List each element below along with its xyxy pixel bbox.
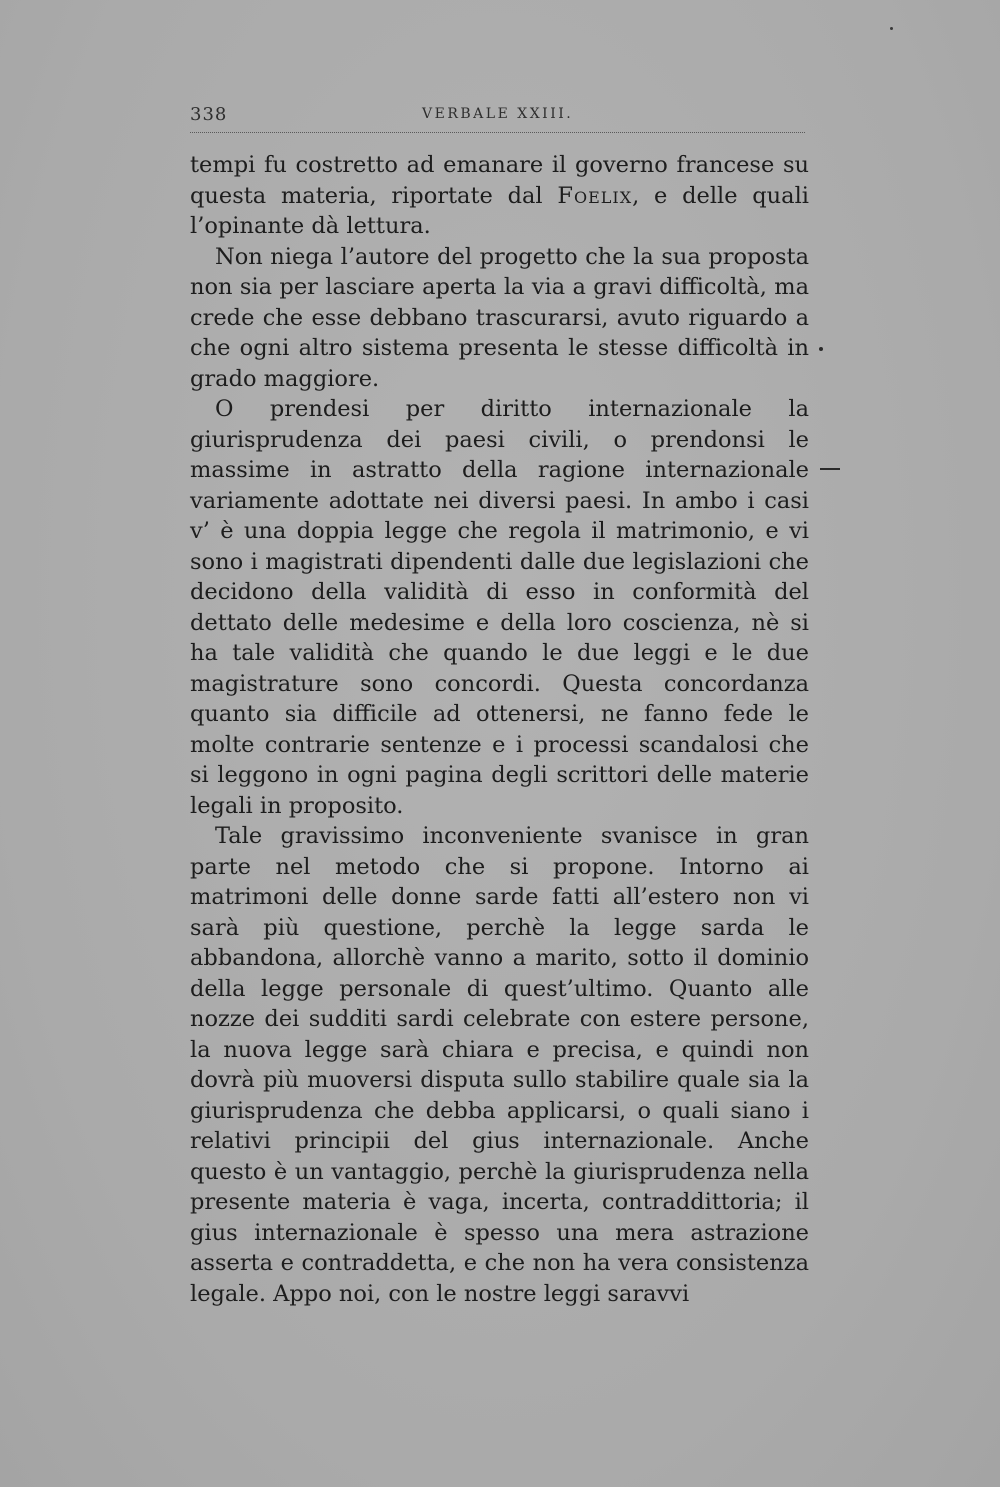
paragraph-2: Non niega l’autore del progetto che la sua proposta non sia per lasciare aperta la via a gravi difficoltà, ma crede che esse debbano trascurarsi, avuto riguardo a che ogni altro sistema presenta le stesse difficoltà in grado maggiore. — [190, 243, 809, 392]
margin-dash-mark — [820, 468, 840, 470]
running-head — [190, 96, 805, 133]
paragraph-1-text-a: tempi fu costretto ad emanare il governo francese su questa materia, riportate dal — [190, 152, 809, 209]
page-number: 338 — [190, 104, 228, 125]
section-title: VERBALE XXIII. — [422, 106, 574, 122]
paragraph-1 — [190, 150, 809, 242]
margin-dot-mark — [890, 27, 893, 30]
body-text — [190, 150, 809, 1309]
paragraph-3: O prendesi per diritto internazionale la giurisprudenza dei paesi civili, o prendonsi le massime in astratto della ragione internazionale variamente adottate nei diversi paesi. In ambo i casi v’ è una doppia legge che regola il matrimonio, e vi sono i magistrati dipendenti dalle due legislazioni che decidono della validità di esso in conformità del dettato delle medesime e della loro coscienza, nè si ha tale validità che quando le due leggi e le due magistrature sono concordi. Questa concordanza quanto sia difficile ad ottenersi, ne fanno fede le molte contrarie sentenze e i processi scandalosi che si leggono in ogni pagina degli scrittori delle materie legali in proposito. — [190, 396, 809, 819]
margin-dot-mark — [819, 347, 823, 351]
paragraph-1-text-b: , e delle quali l’opinante dà lettura. — [190, 182, 809, 239]
author-name: Foelix — [557, 182, 633, 209]
paragraph-4: Tale gravissimo inconveniente svanisce in gran parte nel metodo che si propone. Intorno ai matrimoni delle donne sarde fatti all’estero non vi sarà più questione, perchè la legge sarda le abbandona, allorchè vanno a marito, sotto il dominio della legge personale di quest’ultimo. Quanto alle nozze dei sudditi sardi celebrate con estere persone, la nuova legge sarà chiara e precisa, e quindi non dovrà più muoversi disputa sullo stabilire quale sia la giurisprudenza che debba applicarsi, o quali siano i relativi principii del gius internazionale. Anche questo è un vantaggio, perchè la giurisprudenza nella presente materia è vaga, incerta, contraddittoria; il gius internazionale è spesso una mera astrazione asserta e contraddetta, e che non ha vera consistenza legale. Appo noi, con le nostre leggi saravvi — [190, 823, 809, 1307]
